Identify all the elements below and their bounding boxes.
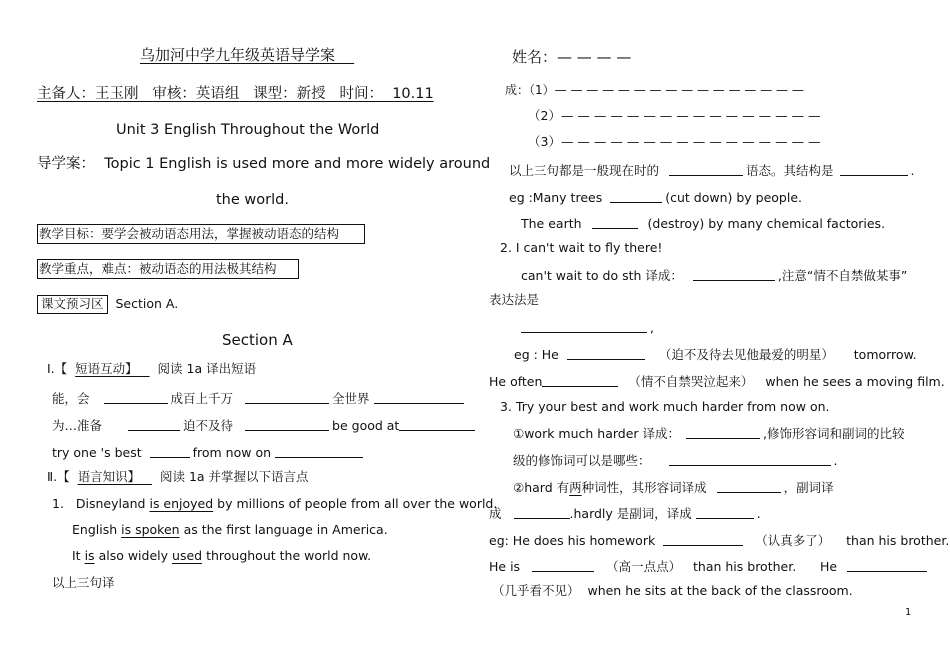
part1-rest: 阅读 1a 译出短语 xyxy=(157,361,257,376)
part2-rest: 阅读 1a 并掌握以下语言点 xyxy=(159,469,309,484)
preview-text: Section A. xyxy=(115,296,179,311)
tense-c: . xyxy=(910,163,915,178)
item3: 3. Try your best and work much harder from now on. xyxy=(500,399,830,414)
blank[interactable] xyxy=(693,268,775,281)
eg5-d: He xyxy=(820,559,838,574)
tense-b: 语态。其结构是 xyxy=(746,163,834,178)
eg4-b: （认真多了） xyxy=(755,533,831,548)
eg5-c: than his brother. xyxy=(693,559,797,574)
key-text: 教学重点，难点：被动语态的用法极其结构 xyxy=(39,261,277,276)
blank[interactable] xyxy=(567,347,645,360)
cant-line xyxy=(521,268,907,283)
cant-b: ,注意“情不自禁做某事” xyxy=(777,268,908,283)
sentence-2 xyxy=(72,524,388,537)
c2-d: 成 xyxy=(489,506,502,521)
blank[interactable] xyxy=(245,391,329,404)
goal-box xyxy=(37,224,365,244)
r2-prefix: （2） xyxy=(528,108,561,123)
page-number: 1 xyxy=(905,607,912,618)
often-a: He often xyxy=(489,374,543,389)
blank[interactable] xyxy=(592,216,638,229)
blank[interactable] xyxy=(542,374,618,387)
phrase-r3c2: from now on xyxy=(192,445,272,460)
eg1-b: (cut down) by people. xyxy=(665,190,802,205)
c1-line2 xyxy=(513,453,838,468)
eg2-line xyxy=(521,216,885,231)
c2-a: ②hard 有 xyxy=(513,480,570,495)
s1-num: 1. xyxy=(52,496,64,511)
author-preparer: 主备人：王玉刚 xyxy=(37,86,139,102)
blank[interactable] xyxy=(532,559,594,572)
c1-line1 xyxy=(513,426,905,441)
name-label: 姓名： xyxy=(512,48,558,66)
s3-a: It xyxy=(72,548,81,563)
c2-line1 xyxy=(513,480,834,495)
blank[interactable] xyxy=(245,418,329,431)
part1-line xyxy=(47,363,256,376)
part1-label: 短语互动】 xyxy=(75,361,138,376)
r3-dashes: — — — — — — — — — — — — — — — — xyxy=(560,134,821,149)
blank[interactable] xyxy=(663,533,743,546)
eg4-c: than his brother. xyxy=(846,533,950,548)
eg6-a: （几乎看不见） xyxy=(492,583,580,598)
blank[interactable] xyxy=(128,418,180,431)
eg2-b: (destroy) by many chemical factories. xyxy=(647,216,886,231)
author-time: 时间： xyxy=(339,86,383,102)
author-date: 10.11 xyxy=(392,86,434,102)
translate-note: 以上三句译 xyxy=(52,575,115,590)
c1-a: ①work much harder 译成： xyxy=(513,426,681,441)
tense-a: 以上三句都是一般现在时的 xyxy=(509,163,660,178)
preview-line xyxy=(37,295,178,314)
goal-text: 教学目标：要学会被动语态用法，掌握被动语态的结构 xyxy=(39,226,340,241)
phrase-r2c2: 迫不及待 xyxy=(183,418,234,433)
author-line xyxy=(37,87,434,102)
author-gap3 xyxy=(326,86,340,102)
phrase-r1c2: 成百上千万 xyxy=(170,391,234,406)
blank[interactable] xyxy=(840,163,908,176)
c1-c: 级的修饰词可以是哪些： xyxy=(513,453,651,468)
eg3-line xyxy=(514,347,917,362)
blank[interactable] xyxy=(374,391,464,404)
s3-d: used xyxy=(172,548,203,563)
cant-a: can't wait to do sth 译成： xyxy=(521,268,683,283)
eg3-a: eg : He xyxy=(514,347,559,362)
blank[interactable] xyxy=(150,445,190,458)
often-b: （情不自禁哭泣起来） xyxy=(628,374,754,389)
author-gap4 xyxy=(383,86,392,102)
eg5-a: He is xyxy=(489,559,521,574)
row2 xyxy=(528,110,821,123)
c2-e: .hardly 是副词，译成 xyxy=(569,506,692,521)
name-line xyxy=(512,50,631,65)
doc-title-underline-tail xyxy=(335,46,354,64)
blank[interactable] xyxy=(275,445,363,458)
phrase-row1 xyxy=(52,391,467,406)
eg4-a: eg: He does his homework xyxy=(489,533,656,548)
eg5-b: （高一点点） xyxy=(606,559,682,574)
often-line xyxy=(489,374,945,389)
s2-c: as the first language in America. xyxy=(183,522,388,537)
item2: 2. I can't wait to fly there! xyxy=(500,240,663,255)
author-reviewer: 审核：英语组 xyxy=(152,86,240,102)
eg1-a: eg :Many trees xyxy=(509,190,603,205)
c2-line2 xyxy=(489,506,761,521)
eg3-c: tomorrow. xyxy=(853,347,917,362)
s3-b: is xyxy=(84,548,95,563)
blank[interactable] xyxy=(847,559,927,572)
eg6-b: when he sits at the back of the classroom. xyxy=(587,583,853,598)
part2-num: Ⅱ.【 xyxy=(47,469,70,484)
part1-num: Ⅰ.【 xyxy=(47,361,68,376)
phrase-r3c1: try one 's best xyxy=(52,445,142,460)
doc-title-text: 乌加河中学九年级英语导学案 xyxy=(140,46,336,64)
s1-b: is enjoyed xyxy=(149,496,214,511)
eg5-line xyxy=(489,559,930,574)
guide-label: 导学案： xyxy=(37,156,95,172)
name-dashes: — — — — xyxy=(557,48,632,66)
blank[interactable] xyxy=(521,320,647,333)
tense-line xyxy=(509,163,915,178)
eg3-b: （迫不及待去见他最爱的明星） xyxy=(658,347,834,362)
c1-b: ,修饰形容词和副词的比较 xyxy=(763,426,905,441)
blank[interactable] xyxy=(104,391,168,404)
r1-dashes: — — — — — — — — — — — — — — — — xyxy=(554,83,804,97)
phrase-r2c1: 为…准备 xyxy=(52,418,103,433)
topic-text1: Topic 1 English is used more and more widely around xyxy=(104,156,491,172)
doc-title xyxy=(140,48,354,63)
blank[interactable] xyxy=(669,163,743,176)
c2-b: 种词性，其形容词译成 xyxy=(581,480,707,495)
sentence-1 xyxy=(52,498,497,511)
expr-blank-line xyxy=(521,320,654,335)
blank[interactable] xyxy=(514,506,570,519)
section-heading: Section A xyxy=(222,331,293,349)
preview-box: 课文预习区 xyxy=(37,295,108,314)
blank[interactable] xyxy=(696,506,754,519)
c2-liang: 两 xyxy=(569,480,582,495)
blank[interactable] xyxy=(669,453,831,466)
s2-b: is spoken xyxy=(121,522,180,537)
c2-f: . xyxy=(756,506,761,521)
eg1-line xyxy=(509,190,802,205)
c1-d: . xyxy=(833,453,838,468)
phrase-row2 xyxy=(52,418,478,433)
s1-a: Disneyland xyxy=(75,496,146,511)
blank[interactable] xyxy=(686,426,760,439)
often-c: when he sees a moving film. xyxy=(765,374,945,389)
phrase-r2c3: be good at xyxy=(332,418,400,433)
phrase-r1c1: 能，会 xyxy=(52,391,90,406)
eg6-line xyxy=(492,585,853,598)
unit-title: Unit 3 English Throughout the World xyxy=(116,122,380,138)
expr-comma: , xyxy=(650,320,654,335)
part1-gap xyxy=(138,361,150,376)
s2-a: English xyxy=(72,522,118,537)
part2-label: 语言知识】 xyxy=(77,469,141,484)
s3-c: also widely xyxy=(98,548,169,563)
sentence-3 xyxy=(72,550,371,563)
part2-gap xyxy=(140,469,152,484)
blank[interactable] xyxy=(717,480,781,493)
c2-c: ，副词译 xyxy=(783,480,834,495)
topic-line2: the world. xyxy=(216,192,289,208)
eg4-line xyxy=(489,533,949,548)
phrase-r1c3: 全世界 xyxy=(332,391,370,406)
author-gap1 xyxy=(139,86,153,102)
s1-c: by millions of people from all over the world. xyxy=(217,496,498,511)
key-box xyxy=(37,259,299,279)
eg2-a: The earth xyxy=(521,216,582,231)
s3-e: throughout the world now. xyxy=(206,548,372,563)
expr-line: 表达法是 xyxy=(489,292,540,307)
phrase-row3 xyxy=(52,445,366,460)
r3-prefix: （3） xyxy=(528,134,561,149)
r2-dashes: — — — — — — — — — — — — — — — — xyxy=(560,108,821,123)
author-type: 课型：新授 xyxy=(253,86,326,102)
row1 xyxy=(505,84,804,96)
topic-line1 xyxy=(37,157,490,172)
part2-line xyxy=(47,471,309,484)
blank[interactable] xyxy=(610,190,662,203)
row3 xyxy=(528,136,821,149)
r1-prefix: 成：（1） xyxy=(505,83,555,97)
author-gap2 xyxy=(239,86,253,102)
blank[interactable] xyxy=(399,418,475,431)
